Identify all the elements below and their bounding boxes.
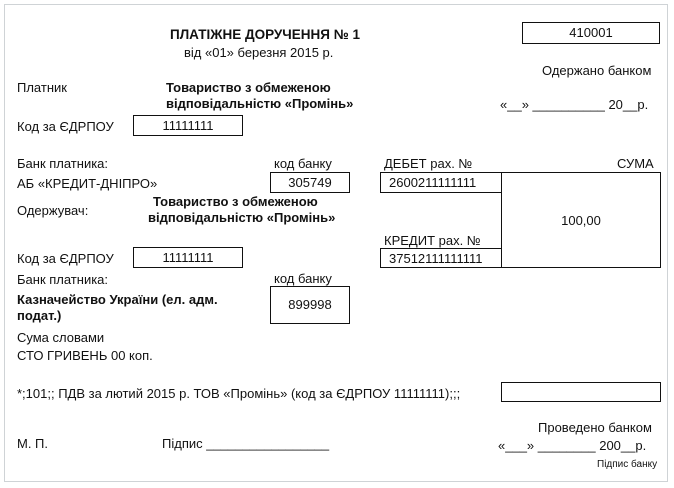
payer-bank-label: Банк платника: [17, 156, 109, 171]
recipient-bank-name-line2: подат.) [17, 308, 62, 323]
credit-label: КРЕДИТ рах. № [384, 233, 481, 248]
recipient-name-line2: відповідальністю «Промінь» [148, 210, 336, 225]
recipient-bank-code-box: 899998 [270, 286, 350, 324]
payer-bank-name: АБ «КРЕДИТ-ДНІПРО» [17, 176, 158, 191]
recipient-label: Одержувач: [17, 203, 89, 218]
processed-by-bank-label: Проведено банком [538, 420, 652, 435]
amount-words-label: Сума словами [17, 330, 105, 345]
payer-edrpou-label: Код за ЄДРПОУ [17, 119, 114, 134]
debit-label: ДЕБЕТ рах. № [384, 156, 473, 171]
amount-words-value: СТО ГРИВЕНЬ 00 коп. [17, 348, 153, 363]
recipient-edrpou-label: Код за ЄДРПОУ [17, 251, 114, 266]
sum-box: 100,00 [501, 172, 661, 268]
payer-edrpou-box: 11111111 [133, 115, 243, 136]
stamp-label: М. П. [17, 436, 49, 451]
payment-purpose: *;101;; ПДВ за лютий 2015 р. ТОВ «Промінь» (код за ЄДРПОУ 11111111);;; [17, 386, 461, 401]
received-by-bank-label: Одержано банком [542, 63, 652, 78]
payer-bank-code-label: код банку [274, 156, 332, 171]
payer-label: Платник [17, 80, 67, 95]
document-title: ПЛАТІЖНЕ ДОРУЧЕННЯ № 1 [170, 27, 361, 42]
recipient-name-line1: Товариство з обмеженою [153, 194, 318, 209]
payer-bank-code-box: 305749 [270, 172, 350, 193]
debit-account-box: 2600211111111 [380, 172, 502, 193]
document-date: від «01» березня 2015 р. [184, 45, 334, 60]
credit-account-box: 37512111111111 [380, 248, 502, 268]
signature-line: Підпис _________________ [162, 436, 330, 451]
recipient-edrpou-box: 11111111 [133, 247, 243, 268]
received-date: «__» __________ 20__р. [500, 97, 649, 112]
processed-date: «___» ________ 200__р. [498, 438, 647, 453]
payer-name-line1: Товариство з обмеженою [166, 80, 331, 95]
payer-name-line2: відповідальністю «Промінь» [166, 96, 354, 111]
recipient-bank-code-label: код банку [274, 271, 332, 286]
doc-code-box: 410001 [522, 22, 660, 44]
recipient-bank-label: Банк платника: [17, 272, 109, 287]
recipient-bank-name-line1: Казначейство України (ел. адм. [17, 292, 218, 307]
sum-label: СУМА [617, 156, 654, 171]
purpose-extra-box [501, 382, 661, 402]
bank-signature-label: Підпис банку [597, 459, 658, 470]
